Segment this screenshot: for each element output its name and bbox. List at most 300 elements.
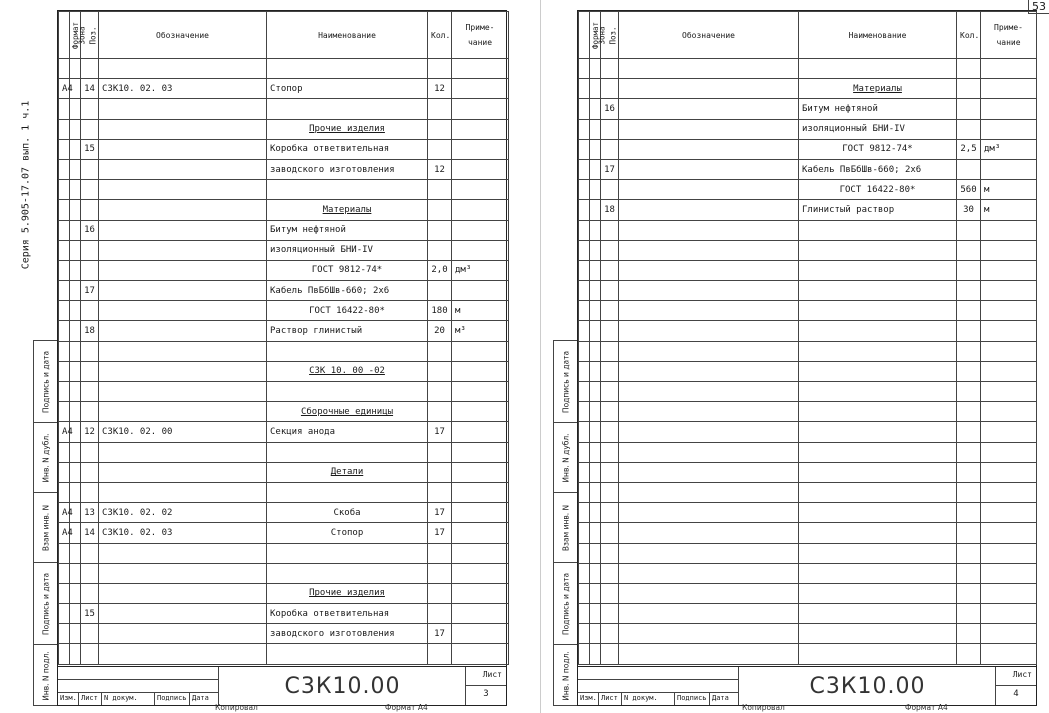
cell-note (981, 604, 1037, 624)
cell-fmt (579, 119, 590, 139)
cell-pos (601, 301, 619, 321)
cell-note (452, 422, 509, 442)
cell-qty (428, 240, 452, 260)
cell-des (619, 341, 799, 361)
cell-des (619, 139, 799, 159)
col-name: Наименование (799, 12, 957, 59)
col-pos-label: Поз. (88, 25, 98, 45)
cell-fmt (579, 644, 590, 664)
cell-pos (601, 442, 619, 462)
cell-pos (81, 341, 99, 361)
cell-fmt (579, 442, 590, 462)
cell-qty: 17 (428, 624, 452, 644)
cell-name: ГОСТ 9812-74* (267, 260, 428, 280)
side-inv-no-label: Взам инв. N (41, 504, 50, 551)
spec-rows-right (579, 59, 1037, 665)
cell-fmt (59, 281, 70, 301)
cell-fmt (579, 240, 590, 260)
cell-note (981, 99, 1037, 119)
cell-note: м³ (452, 321, 509, 341)
cell-name (267, 482, 428, 502)
cell-qty: 2,5 (957, 139, 981, 159)
cell-name (799, 644, 957, 664)
col-pos-label: Поз. (608, 25, 618, 45)
cell-qty (428, 482, 452, 502)
table-row (579, 260, 1037, 280)
cell-pos (81, 382, 99, 402)
table-row (59, 563, 509, 583)
cell-zone (590, 341, 601, 361)
cell-name (799, 604, 957, 624)
cell-zone (70, 361, 81, 381)
spec-table-right (578, 11, 1037, 665)
cell-name (267, 180, 428, 200)
cell-note: м (981, 180, 1037, 200)
cell-note (452, 361, 509, 381)
signature-block (58, 667, 218, 705)
cell-pos: 16 (81, 220, 99, 240)
col-zone-label: Зона (77, 25, 87, 45)
cell-note (452, 604, 509, 624)
stamp-podp: Подпись (155, 693, 190, 705)
cell-pos: 14 (81, 523, 99, 543)
cell-pos (601, 59, 619, 79)
cell-des (619, 260, 799, 280)
table-row (579, 624, 1037, 644)
cell-qty (428, 563, 452, 583)
cell-des (619, 382, 799, 402)
table-row (579, 523, 1037, 543)
table-row (59, 482, 509, 502)
cell-fmt (579, 220, 590, 240)
cell-fmt (59, 180, 70, 200)
cell-name (799, 563, 957, 583)
cell-zone (70, 382, 81, 402)
cell-note (981, 119, 1037, 139)
cell-fmt (579, 99, 590, 119)
cell-pos (601, 482, 619, 502)
cell-pos (81, 260, 99, 280)
cell-des (99, 281, 267, 301)
stamp-ndoc: N докум. (622, 693, 675, 705)
cell-des (619, 644, 799, 664)
cell-fmt (579, 503, 590, 523)
stamp-data: Дата (192, 694, 209, 702)
spec-rows-left (59, 59, 509, 665)
cell-name: изоляционный БНИ-IV (267, 240, 428, 260)
cell-fmt (579, 200, 590, 220)
spec-sheet-left (57, 10, 507, 706)
stamp-list: Лист (599, 693, 622, 705)
cell-name: изоляционный БНИ-IV (799, 119, 957, 139)
cell-des (99, 482, 267, 502)
cell-qty (957, 583, 981, 603)
cell-zone (590, 442, 601, 462)
cell-fmt (59, 361, 70, 381)
table-row (579, 583, 1037, 603)
table-row (579, 604, 1037, 624)
table-header (59, 12, 509, 59)
cell-name (799, 301, 957, 321)
cell-name (799, 462, 957, 482)
cell-des (99, 240, 267, 260)
cell-note (452, 220, 509, 240)
cell-des (99, 583, 267, 603)
cell-pos (601, 422, 619, 442)
cell-zone (70, 563, 81, 583)
table-row (579, 99, 1037, 119)
cell-zone (590, 159, 601, 179)
cell-note (452, 523, 509, 543)
cell-fmt: А4 (59, 422, 70, 442)
table-row (59, 543, 509, 563)
cell-fmt (59, 220, 70, 240)
cell-des (99, 139, 267, 159)
footer-copied-left: Копировал (215, 703, 258, 712)
cell-des (619, 462, 799, 482)
cell-qty: 560 (957, 180, 981, 200)
side-sign-date (34, 341, 57, 423)
cell-fmt (59, 59, 70, 79)
cell-note (981, 442, 1037, 462)
cell-qty (957, 341, 981, 361)
cell-pos (81, 200, 99, 220)
cell-name (267, 341, 428, 361)
cell-name (799, 260, 957, 280)
cell-name: Битум нефтяной (267, 220, 428, 240)
cell-pos (81, 462, 99, 482)
cell-name (799, 422, 957, 442)
col-zone-label: Зона (597, 25, 607, 45)
cell-qty (957, 59, 981, 79)
table-row (59, 442, 509, 462)
cell-name (267, 382, 428, 402)
cell-note (981, 159, 1037, 179)
cell-zone (70, 341, 81, 361)
table-row (579, 422, 1037, 442)
cell-note (452, 281, 509, 301)
cell-zone (590, 543, 601, 563)
cell-note (452, 462, 509, 482)
cell-name (799, 583, 957, 603)
cell-name: Материалы (799, 79, 957, 99)
cell-zone (590, 361, 601, 381)
cell-qty: 2,0 (428, 260, 452, 280)
cell-name (799, 281, 957, 301)
cell-pos (601, 402, 619, 422)
table-row (579, 341, 1037, 361)
cell-des (99, 624, 267, 644)
cell-zone (70, 402, 81, 422)
cell-name: ГОСТ 16422-80* (799, 180, 957, 200)
cell-des: С3К10. 02. 00 (99, 422, 267, 442)
col-designation: Обозначение (619, 12, 799, 59)
cell-qty (957, 99, 981, 119)
cell-des (619, 563, 799, 583)
cell-zone (70, 583, 81, 603)
cell-pos (81, 543, 99, 563)
cell-qty (957, 644, 981, 664)
cell-des (619, 59, 799, 79)
table-row (59, 624, 509, 644)
col-name: Наименование (267, 12, 428, 59)
table-row (579, 180, 1037, 200)
cell-note (981, 281, 1037, 301)
cell-qty (428, 200, 452, 220)
table-row (579, 361, 1037, 381)
side-inv-no (554, 493, 577, 563)
cell-name (799, 503, 957, 523)
stamp-line (578, 679, 738, 680)
table-row (59, 281, 509, 301)
cell-qty (957, 422, 981, 442)
cell-qty (428, 543, 452, 563)
cell-zone (590, 281, 601, 301)
table-header (579, 12, 1037, 59)
cell-fmt (579, 281, 590, 301)
cell-zone (590, 523, 601, 543)
cell-qty (957, 604, 981, 624)
cell-fmt (59, 240, 70, 260)
title-block-right (578, 666, 1036, 705)
cell-zone (70, 462, 81, 482)
table-row (59, 341, 509, 361)
side-sign-date2 (554, 563, 577, 645)
cell-note (452, 341, 509, 361)
footer-format-right: Формат А4 (905, 703, 948, 712)
cell-note (452, 402, 509, 422)
cell-fmt (579, 159, 590, 179)
cell-zone (590, 240, 601, 260)
cell-name (799, 523, 957, 543)
cell-des (99, 563, 267, 583)
cell-note (452, 180, 509, 200)
table-row (59, 260, 509, 280)
cell-zone (590, 99, 601, 119)
table-row (59, 99, 509, 119)
cell-des (619, 503, 799, 523)
col-format-label: Формат (591, 21, 601, 49)
cell-qty (957, 220, 981, 240)
cell-pos (81, 59, 99, 79)
cell-pos (81, 159, 99, 179)
cell-name (799, 341, 957, 361)
cell-des (619, 482, 799, 502)
cell-des (619, 402, 799, 422)
cell-des (99, 99, 267, 119)
cell-pos (81, 99, 99, 119)
side-inv-no-label: Взам инв. N (561, 504, 570, 551)
table-row (59, 583, 509, 603)
cell-qty (957, 260, 981, 280)
stamp-izm: Изм. (578, 693, 599, 705)
cell-name (267, 543, 428, 563)
cell-qty (957, 543, 981, 563)
cell-zone (70, 543, 81, 563)
table-row (59, 200, 509, 220)
cell-zone (70, 220, 81, 240)
cell-zone (70, 281, 81, 301)
cell-note (981, 382, 1037, 402)
col-format (59, 12, 81, 59)
cell-name: Битум нефтяной (799, 99, 957, 119)
cell-note (981, 220, 1037, 240)
cell-des (619, 99, 799, 119)
cell-name (799, 402, 957, 422)
table-row (579, 442, 1037, 462)
cell-name: Коробка ответвительная (267, 604, 428, 624)
cell-name (799, 240, 957, 260)
cell-qty (428, 644, 452, 664)
cell-zone (590, 503, 601, 523)
cell-qty (957, 159, 981, 179)
cell-fmt (579, 341, 590, 361)
cell-zone (70, 200, 81, 220)
table-row (59, 59, 509, 79)
table-row (59, 321, 509, 341)
cell-note (452, 382, 509, 402)
cell-des (99, 543, 267, 563)
cell-des (619, 240, 799, 260)
cell-note (452, 119, 509, 139)
table-row (579, 543, 1037, 563)
cell-pos (81, 442, 99, 462)
cell-pos (81, 402, 99, 422)
cell-fmt (579, 321, 590, 341)
cell-des (99, 119, 267, 139)
cell-des (99, 382, 267, 402)
cell-des (99, 604, 267, 624)
sheet-number-box (465, 667, 506, 705)
signature-block (578, 667, 738, 705)
cell-fmt (579, 624, 590, 644)
cell-fmt (59, 99, 70, 119)
cell-name (267, 644, 428, 664)
cell-qty (428, 583, 452, 603)
cell-pos (81, 240, 99, 260)
cell-name: заводского изготовления (267, 159, 428, 179)
footer-format-left: Формат А4 (385, 703, 428, 712)
side-sign-date2-label: Подпись и дата (41, 572, 50, 635)
cell-name (799, 220, 957, 240)
cell-name: Кабель ПвБбШв-660; 2х6 (267, 281, 428, 301)
cell-qty (428, 119, 452, 139)
cell-pos (81, 624, 99, 644)
cell-fmt (59, 341, 70, 361)
side-inv-no (34, 493, 57, 563)
footer-copied-right: Копировал (742, 703, 785, 712)
table-row (59, 382, 509, 402)
cell-name (799, 361, 957, 381)
col-format (579, 12, 601, 59)
cell-des: С3К10. 02. 03 (99, 79, 267, 99)
stamp-izm: Изм. (58, 693, 79, 705)
cell-pos: 12 (81, 422, 99, 442)
cell-note (981, 402, 1037, 422)
table-row (579, 119, 1037, 139)
cell-pos: 16 (601, 99, 619, 119)
table-row (59, 159, 509, 179)
cell-qty (957, 79, 981, 99)
cell-zone (590, 644, 601, 664)
cell-qty (428, 180, 452, 200)
side-dup-no-label: Инв. N дубл. (561, 432, 570, 483)
cell-des (619, 422, 799, 442)
cell-des (619, 301, 799, 321)
cell-note (981, 59, 1037, 79)
cell-zone (70, 482, 81, 502)
cell-fmt (59, 563, 70, 583)
table-row (59, 220, 509, 240)
table-row (579, 79, 1037, 99)
table-row (59, 139, 509, 159)
cell-des (99, 180, 267, 200)
table-row (579, 644, 1037, 664)
cell-fmt (59, 301, 70, 321)
cell-note: дм³ (452, 260, 509, 280)
cell-qty (957, 382, 981, 402)
cell-zone (70, 321, 81, 341)
cell-name (799, 482, 957, 502)
cell-qty (428, 220, 452, 240)
cell-name (267, 442, 428, 462)
table-row (59, 301, 509, 321)
cell-des (619, 624, 799, 644)
cell-pos: 14 (81, 79, 99, 99)
cell-pos: 17 (601, 159, 619, 179)
cell-fmt (59, 260, 70, 280)
cell-zone (590, 563, 601, 583)
cell-des (99, 442, 267, 462)
cell-qty: 17 (428, 523, 452, 543)
cell-note (981, 79, 1037, 99)
cell-qty: 30 (957, 200, 981, 220)
stamp-data: Дата (712, 694, 729, 702)
cell-zone (70, 119, 81, 139)
cell-fmt (579, 59, 590, 79)
cell-note (452, 442, 509, 462)
cell-fmt (579, 382, 590, 402)
cell-pos (601, 624, 619, 644)
cell-des (619, 604, 799, 624)
cell-zone (70, 442, 81, 462)
cell-zone (70, 604, 81, 624)
cell-des (619, 543, 799, 563)
sheet-number: 4 (996, 685, 1036, 699)
cell-fmt (579, 422, 590, 442)
cell-note (452, 563, 509, 583)
cell-name: Кабель ПвБбШв-660; 2х6 (799, 159, 957, 179)
cell-note (981, 482, 1037, 502)
cell-pos (601, 503, 619, 523)
cell-pos: 15 (81, 139, 99, 159)
cell-pos (601, 119, 619, 139)
cell-zone (590, 604, 601, 624)
cell-qty (957, 281, 981, 301)
cell-pos (601, 79, 619, 99)
cell-zone (590, 119, 601, 139)
cell-qty (428, 382, 452, 402)
cell-pos (601, 563, 619, 583)
cell-zone (70, 624, 81, 644)
cell-des (99, 361, 267, 381)
cell-name: Глинистый раствор (799, 200, 957, 220)
cell-zone (590, 422, 601, 442)
table-row (579, 139, 1037, 159)
cell-pos: 15 (81, 604, 99, 624)
cell-qty: 12 (428, 159, 452, 179)
side-orig-no-label: Инв. N подл. (41, 651, 50, 701)
